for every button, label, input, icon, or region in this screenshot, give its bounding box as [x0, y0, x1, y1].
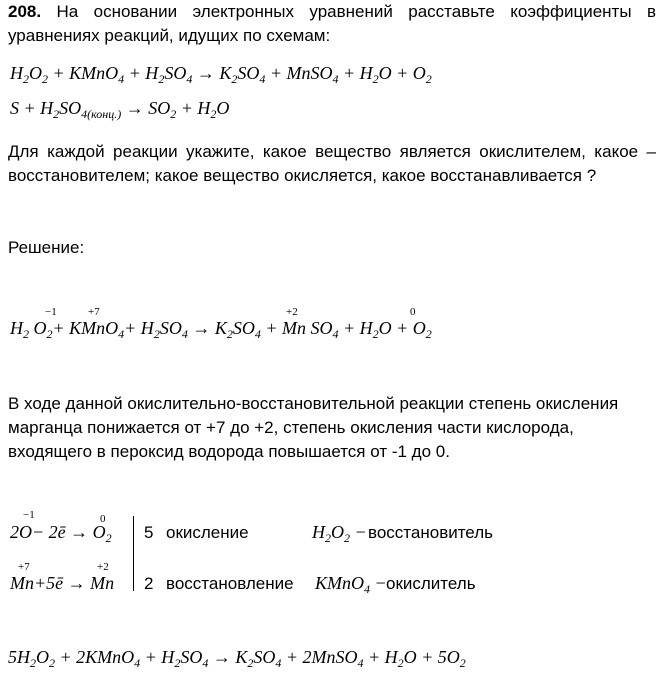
- half2-substance: KMnO$_4$ −: [315, 573, 387, 596]
- half1-role: восстановитель: [368, 523, 493, 542]
- half2-charge-from: +7: [18, 561, 30, 573]
- question-text: Для каждой реакции укажите, какое вещество является окислителем, какое – восстановителем; какое вещество окисляется, какое восстанавливается ?: [8, 142, 656, 185]
- solution-heading: Решение:: [8, 238, 85, 257]
- half2-process: восстановление: [166, 574, 294, 593]
- equation-ox-states: $H_2$ $O_2+$ KMnO$_4$+ $H_2SO_4 \to K_2SO_4 + Mn$ $SO_4 + H_2O + O_2$: [10, 318, 432, 341]
- half1-charge-to: 0: [100, 513, 106, 525]
- problem-statement: [8, 0, 656, 48]
- half2-role: окислитель: [386, 574, 476, 593]
- equation-1: $H_2O_2$ + KMnO$_4$ + $H_2SO_4 \to K_2SO_4$ + MnSO$_4$ + $H_2O + O_2$: [10, 63, 432, 86]
- ox-state-mn-from: +7: [88, 306, 100, 318]
- half2-coefficient: 2: [144, 574, 154, 593]
- problem-text: На основании электронных уравнений расставьте коэффициенты в уравнениях реакций, идущих по схемам:: [8, 2, 656, 45]
- ox-state-o2: 0: [410, 306, 416, 318]
- balanced-equation: $5H_2O_2$ + 2KMnO$_4$ + $H_2SO_4 \to K_2SO_4$ + 2MnSO$_4$ + $H_2O + 5O_2$: [8, 647, 466, 670]
- half2-charge-to: +2: [97, 561, 109, 573]
- explanation-text: В ходе данной окислительно-восстановительной реакции степень окисления марганца понижается от +7 до +2, степень окисления части кислорода, входящего в пероксид водорода повышается от -1 до 0.: [8, 394, 619, 461]
- half1-process: окисление: [166, 523, 249, 542]
- half1-coefficient: 5: [144, 523, 154, 542]
- equation-2: $S + H_2SO_{4(конц.)} \to SO_2 + H_2O$: [10, 98, 230, 121]
- problem-number: 208.: [8, 2, 42, 21]
- ox-state-o: −1: [45, 306, 57, 318]
- half-reaction-1: 2O− 2ē → $O_2$: [10, 522, 112, 545]
- half-reaction-2: Mn+5ē → Mn: [10, 573, 115, 593]
- balance-divider: [133, 516, 134, 591]
- half1-substance: $H_2O_2$ −: [312, 522, 367, 545]
- half1-charge-from: −1: [23, 509, 35, 521]
- ox-state-mn-to: +2: [286, 306, 298, 318]
